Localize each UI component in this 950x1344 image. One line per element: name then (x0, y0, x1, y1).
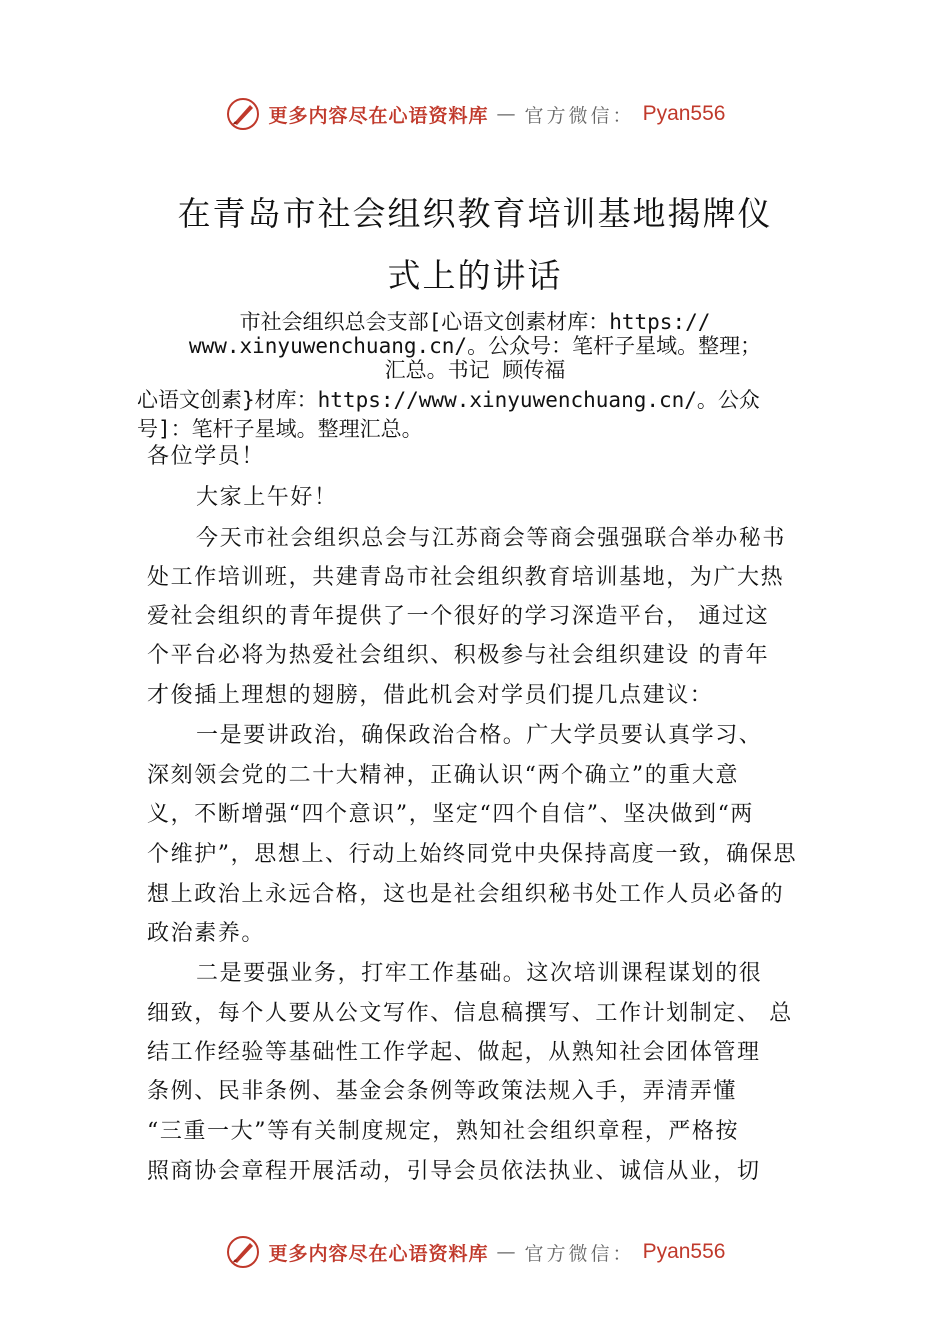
body-line: “三重一大”等有关制度规定，熟知社会组织章程，严格按 (147, 1119, 740, 1144)
watermark-separator: — (496, 103, 517, 125)
body-line: 政治素养。 (147, 921, 266, 946)
watermark-separator: — (496, 1241, 517, 1263)
body-line: 想上政治上永远合格，这也是社会组织秘书处工作人员必备的 (147, 882, 785, 907)
body-line: 个平台必将为热爱社会组织、积极参与社会组织建设 的青年 (147, 643, 770, 668)
body-line: 照商协会章程开展活动，引导会员依法执业、诚信从业，切 (147, 1159, 761, 1184)
author-meta-line-2: www.xinyuwenchuang.cn/。公众号：笔杆子星域。整理； (188, 334, 762, 358)
body-line: 细致，每个人要从公文写作、信息稿撰写、工作计划制定、 总 (147, 1001, 793, 1026)
body-line: 个维护”，思想上、行动上始终同党中央保持高度一致，确保思 (147, 842, 798, 867)
source-note-line-2: 号]：笔杆子星域。整理汇总。 (137, 417, 423, 441)
body-line: 才俊插上理想的翅膀，借此机会对学员们提几点建议： (147, 683, 714, 708)
brush-logo-icon (225, 1234, 261, 1270)
body-line: 处工作培训班，共建青岛市社会组织教育培训基地，为广大热 (147, 565, 785, 590)
header-watermark (0, 94, 950, 134)
body-line: 二是要强业务，打牢工作基础。这次培训课程谋划的很 (196, 961, 763, 986)
body-line: 条例、民非条例、基金会条例等政策法规入手，弄清弄懂 (147, 1079, 738, 1104)
body-line: 各位学员！ (147, 444, 266, 469)
body-line: 结工作经验等基础性工作学起、做起，从熟知社会团体管理 (147, 1040, 761, 1065)
body-line: 今天市社会组织总会与江苏商会等商会强强联合举办秘书 (196, 526, 787, 551)
body-line: 义，不断增强“四个意识”，坚定“四个自信”、坚决做到“两 (147, 802, 755, 827)
body-line: 大家上午好！ (196, 485, 338, 510)
source-note-line-1: 心语文创素}材库：https://www.xinyuwenchuang.cn/。公众 (137, 388, 760, 412)
watermark-wechat-id: Pyan556 (642, 1240, 726, 1263)
author-meta-line-1: 市社会组织总会支部[心语文创素材库：https:// (239, 310, 711, 334)
document-title-line-1: 在青岛市社会组织教育培训基地揭牌仪 (177, 194, 773, 233)
body-line: 爱社会组织的青年提供了一个很好的学习深造平台， 通过这 (147, 604, 770, 629)
body-line: 深刻领会党的二十大精神，正确认识“两个确立”的重大意 (147, 763, 740, 788)
watermark-wechat-label: 官方微信： (524, 104, 635, 127)
document-title-line-2: 式上的讲话 (387, 256, 563, 295)
author-meta-line-3: 汇总。书记 顾传福 (384, 358, 566, 382)
watermark-main-text: 更多内容尽在心语资料库 (268, 1242, 489, 1265)
watermark-main-text: 更多内容尽在心语资料库 (268, 104, 489, 127)
footer-watermark (0, 1232, 950, 1272)
brush-logo-icon (225, 96, 261, 132)
watermark-wechat-label: 官方微信： (524, 1242, 635, 1265)
watermark-wechat-id: Pyan556 (642, 102, 726, 125)
body-line: 一是要讲政治，确保政治合格。广大学员要认真学习、 (196, 723, 763, 748)
